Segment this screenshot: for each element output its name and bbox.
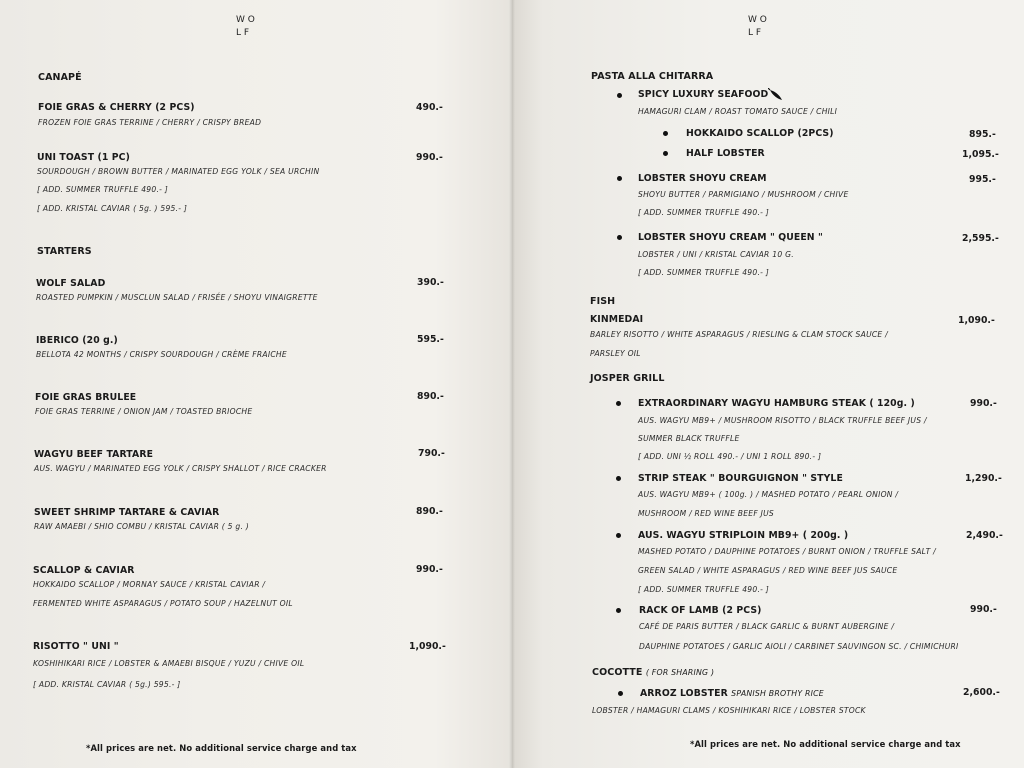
cocotte-title: COCOTTE: [592, 667, 643, 678]
menu-item-subtitle: SPANISH BROTHY RICE: [731, 689, 824, 698]
menu-item-addon: [ ADD. KRISTAL CAVIAR ( 5g.) 595.- ]: [33, 680, 181, 689]
menu-item-desc: AUS. WAGYU / MARINATED EGG YOLK / CRISPY SHALLOT / RICE CRACKER: [34, 464, 327, 473]
menu-item-price: 390.-: [417, 277, 444, 288]
menu-item-desc: AUS. WAGYU MB9+ ( 100g. ) / MASHED POTATO / PEARL ONION /: [638, 490, 899, 499]
menu-item-price: 490.-: [416, 102, 443, 113]
menu-item-price: 995.-: [969, 174, 996, 185]
menu-item-price: 895.-: [969, 129, 996, 140]
bullet-icon: [663, 131, 668, 136]
section-heading-starters: STARTERS: [37, 246, 92, 257]
section-heading-pasta: PASTA ALLA CHITARRA: [591, 71, 714, 82]
bullet-icon: [663, 151, 668, 156]
bullet-icon: [616, 608, 621, 613]
bullet-icon: [616, 401, 621, 406]
menu-item-price: 790.-: [418, 448, 445, 459]
menu-item-name: FOIE GRAS BRULEE: [35, 392, 137, 403]
menu-item-name: IBERICO (20 g.): [36, 335, 118, 346]
menu-item-desc: HAMAGURI CLAM / ROAST TOMATO SAUCE / CHILI: [638, 107, 838, 116]
menu-item-name: WOLF SALAD: [36, 278, 106, 289]
menu-item-name: RACK OF LAMB (2 PCS): [639, 605, 762, 616]
menu-item-name: LOBSTER SHOYU CREAM " QUEEN ": [638, 232, 823, 243]
menu-item-desc: ROASTED PUMPKIN / MUSCLUN SALAD / FRISÉE / SHOYU VINAIGRETTE: [36, 293, 318, 302]
bullet-icon: [616, 533, 621, 538]
section-heading-canape: CANAPÉ: [38, 72, 82, 83]
menu-item-name: RISOTTO " UNI ": [33, 641, 119, 652]
section-heading-josper-grill: JOSPER GRILL: [590, 373, 665, 384]
menu-item-price: 1,290.-: [965, 473, 1002, 484]
menu-item-desc: FERMENTED WHITE ASPARAGUS / POTATO SOUP / HAZELNUT OIL: [33, 599, 293, 608]
menu-item-desc: SUMMER BLACK TRUFFLE: [638, 434, 740, 443]
bullet-icon: [617, 235, 622, 240]
menu-item-desc: SOURDOUGH / BROWN BUTTER / MARINATED EGG YOLK / SEA URCHIN: [37, 167, 320, 176]
menu-item-name: EXTRAORDINARY WAGYU HAMBURG STEAK ( 120g. ): [638, 398, 915, 409]
menu-item-desc: AUS. WAGYU MB9+ / MUSHROOM RISOTTO / BLACK TRUFFLE BEEF JUS /: [638, 416, 927, 425]
menu-item-desc: FROZEN FOIE GRAS TERRINE / CHERRY / CRISPY BREAD: [38, 118, 262, 127]
menu-item-price: 2,595.-: [962, 233, 999, 244]
menu-item-name: STRIP STEAK " BOURGUIGNON " STYLE: [638, 473, 843, 484]
menu-item-name: HALF LOBSTER: [686, 148, 765, 159]
section-heading-fish: FISH: [590, 296, 616, 307]
menu-item-price: 595.-: [417, 334, 444, 345]
menu-item-name: SPICY LUXURY SEAFOOD: [638, 89, 769, 100]
menu-item-name: AUS. WAGYU STRIPLOIN MB9+ ( 200g. ): [638, 530, 849, 541]
menu-item-addon: [ ADD. SUMMER TRUFFLE 490.- ]: [638, 208, 769, 217]
menu-item-addon: [ ADD. UNI ½ ROLL 490.- / UNI 1 ROLL 890.- ]: [638, 452, 822, 461]
chili-icon: [768, 88, 784, 102]
footer-note: *All prices are net. No additional service charge and tax: [690, 739, 961, 749]
menu-item-price: 890.-: [417, 391, 444, 402]
section-heading-cocotte: [592, 668, 714, 678]
menu-item-desc: PARSLEY OIL: [590, 349, 641, 358]
menu-item-price: 2,490.-: [966, 530, 1003, 541]
menu-item-desc: LOBSTER / HAMAGURI CLAMS / KOSHIHIKARI RICE / LOBSTER STOCK: [592, 706, 866, 715]
menu-item-desc: MUSHROOM / RED WINE BEEF JUS: [638, 509, 774, 518]
menu-item-name: SWEET SHRIMP TARTARE & CAVIAR: [34, 507, 220, 518]
menu-item-addon: [ ADD. SUMMER TRUFFLE 490.- ]: [638, 585, 769, 594]
menu-item-name: ARROZ LOBSTER: [640, 688, 728, 699]
menu-item-desc: GREEN SALAD / WHITE ASPARAGUS / RED WINE BEEF JUS SAUCE: [638, 566, 898, 575]
menu-item-addon: [ ADD. SUMMER TRUFFLE 490.- ]: [638, 268, 769, 277]
wolf-logo: [233, 13, 273, 39]
menu-item-desc: MASHED POTATO / DAUPHINE POTATOES / BURNT ONION / TRUFFLE SALT /: [638, 547, 936, 556]
menu-item-desc: LOBSTER / UNI / KRISTAL CAVIAR 10 G.: [638, 250, 794, 259]
bullet-icon: [617, 93, 622, 98]
wolf-logo: [745, 13, 785, 39]
menu-item-name: KINMEDAI: [590, 314, 644, 325]
menu-item-price: 990.-: [970, 604, 997, 615]
page-fold: [509, 0, 515, 768]
menu-item-name: WAGYU BEEF TARTARE: [34, 449, 154, 460]
bullet-icon: [618, 691, 623, 696]
menu-item-desc: DAUPHINE POTATOES / GARLIC AIOLI / CARBINET SAUVINGON SC. / CHIMICHURI: [639, 642, 959, 651]
menu-item-desc: SHOYU BUTTER / PARMIGIANO / MUSHROOM / CHIVE: [638, 190, 849, 199]
svg-text:W O: W O: [748, 15, 767, 25]
svg-text:W O: W O: [236, 15, 255, 25]
menu-item-row: [640, 689, 824, 698]
menu-item-desc: HOKKAIDO SCALLOP / MORNAY SAUCE / KRISTAL CAVIAR /: [33, 580, 266, 589]
menu-item-price: 890.-: [416, 506, 443, 517]
menu-item-name: FOIE GRAS & CHERRY (2 PCS): [38, 102, 195, 113]
menu-item-price: 990.-: [416, 564, 443, 575]
menu-item-price: 990.-: [416, 152, 443, 163]
menu-item-desc: KOSHIHIKARI RICE / LOBSTER & AMAEBI BISQUE / YUZU / CHIVE OIL: [33, 659, 305, 668]
menu-item-name: SCALLOP & CAVIAR: [33, 565, 135, 576]
footer-note: *All prices are net. No additional service charge and tax: [86, 743, 357, 753]
menu-item-desc: BELLOTA 42 MONTHS / CRISPY SOURDOUGH / CRÈME FRAICHE: [36, 350, 287, 359]
menu-item-name: HOKKAIDO SCALLOP (2PCS): [686, 128, 834, 139]
menu-item-desc: BARLEY RISOTTO / WHITE ASPARAGUS / RIESLING & CLAM STOCK SAUCE /: [590, 330, 888, 339]
menu-page-right: [512, 0, 1024, 768]
menu-item-name: UNI TOAST (1 PC): [37, 152, 130, 163]
menu-item-name: LOBSTER SHOYU CREAM: [638, 173, 767, 184]
menu-item-price: 2,600.-: [963, 687, 1000, 698]
cocotte-note: ( FOR SHARING ): [645, 668, 715, 677]
menu-item-addon: [ ADD. KRISTAL CAVIAR ( 5g. ) 595.- ]: [37, 204, 188, 213]
menu-item-desc: CAFÉ DE PARIS BUTTER / BLACK GARLIC & BURNT AUBERGINE /: [639, 622, 895, 631]
svg-text:L F: L F: [236, 28, 250, 38]
bullet-icon: [616, 476, 621, 481]
menu-item-price: 1,095.-: [962, 149, 999, 160]
menu-item-price: 1,090.-: [409, 641, 446, 652]
menu-item-desc: RAW AMAEBI / SHIO COMBU / KRISTAL CAVIAR ( 5 g. ): [34, 522, 249, 531]
menu-item-addon: [ ADD. SUMMER TRUFFLE 490.- ]: [37, 185, 168, 194]
menu-item-price: 1,090.-: [958, 315, 995, 326]
menu-item-desc: FOIE GRAS TERRINE / ONION JAM / TOASTED BRIOCHE: [35, 407, 253, 416]
menu-item-price: 990.-: [970, 398, 997, 409]
bullet-icon: [617, 176, 622, 181]
svg-text:L F: L F: [748, 28, 762, 38]
